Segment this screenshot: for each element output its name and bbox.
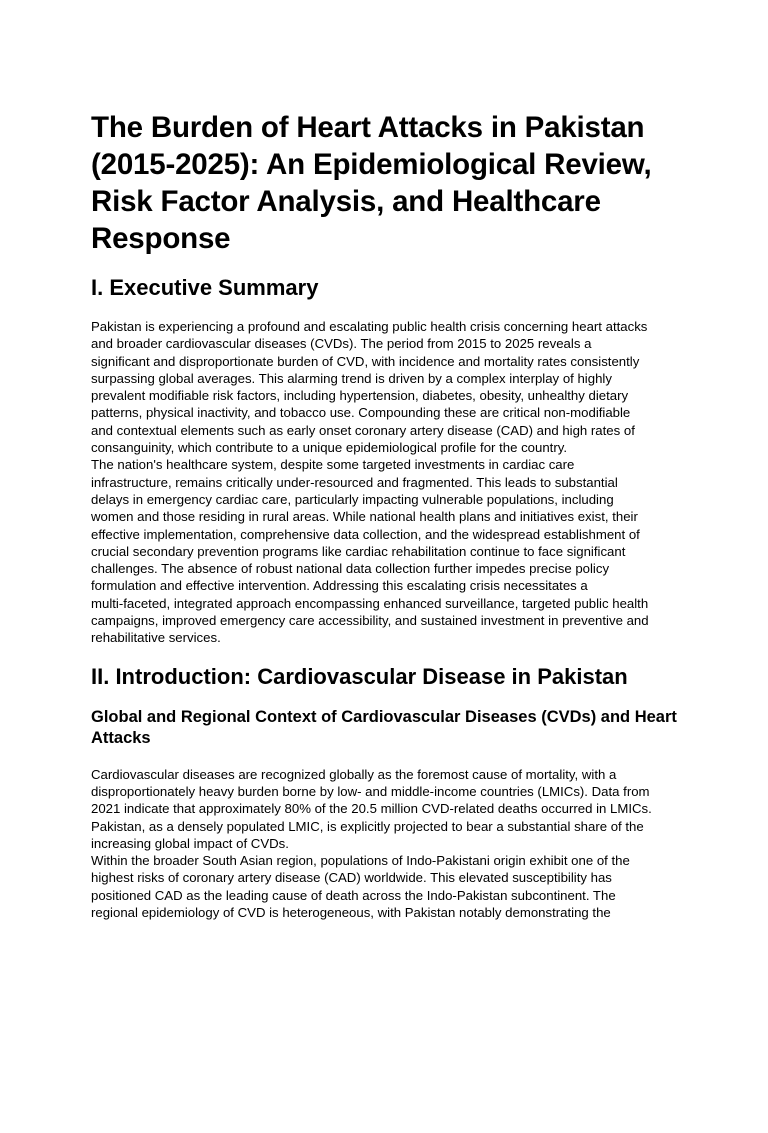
text-line: Within the broader South Asian region, populations of Indo-Pakistani origin exhibit one of the xyxy=(91,853,630,869)
text-line: significant and disproportionate burden of CVD, with incidence and mortality rates consistently xyxy=(91,353,640,369)
text-line: 2021 indicate that approximately 80% of the 20.5 million CVD-related deaths occurred in LMICs. xyxy=(91,801,652,817)
text-line: The nation's healthcare system, despite some targeted investments in cardiac care xyxy=(91,457,575,473)
introduction-subheading: Global and Regional Context of Cardiovascular Diseases (CVDs) and Heart Attacks xyxy=(91,707,677,747)
text-line: women and those residing in rural areas. While national health plans and initiatives exist, their xyxy=(91,509,638,525)
text-line: and broader cardiovascular diseases (CVDs). The period from 2015 to 2025 reveals a xyxy=(91,336,592,352)
text-line: consanguinity, which contribute to a unique epidemiological profile for the country. xyxy=(91,440,568,456)
introduction-heading: II. Introduction: Cardiovascular Disease in Pakistan xyxy=(91,663,628,689)
executive-summary-paragraph-1 xyxy=(91,318,678,456)
text-line: and contextual elements such as early onset coronary artery disease (CAD) and high rates of xyxy=(91,422,635,438)
text-line: surpassing global averages. This alarming trend is driven by a complex interplay of highly xyxy=(91,370,612,386)
text-line: effective implementation, comprehensive data collection, and the widespread establishment of xyxy=(91,526,640,542)
text-line: regional epidemiology of CVD is heterogeneous, with Pakistan notably demonstrating the xyxy=(91,905,611,921)
text-line: crucial secondary prevention programs like cardiac rehabilitation continue to face significant xyxy=(91,543,626,559)
text-line: Pakistan, as a densely populated LMIC, is explicitly projected to bear a substantial share of the xyxy=(91,818,644,834)
text-line: increasing global impact of CVDs. xyxy=(91,835,289,851)
text-line: highest risks of coronary artery disease (CAD) worldwide. This elevated susceptibility has xyxy=(91,870,612,886)
text-line: multi-faceted, integrated approach encompassing enhanced surveillance, targeted public health xyxy=(91,595,649,611)
text-line: rehabilitative services. xyxy=(91,630,221,646)
executive-summary-heading: I. Executive Summary xyxy=(91,275,319,300)
text-line: campaigns, improved emergency care accessibility, and sustained investment in preventive and xyxy=(91,613,649,629)
text-line: delays in emergency cardiac care, particularly impacting vulnerable populations, including xyxy=(91,491,614,507)
document-page xyxy=(0,109,768,1133)
text-line: formulation and effective intervention. Addressing this escalating crisis necessitates a xyxy=(91,578,588,594)
text-line: positioned CAD as the leading cause of death across the Indo-Pakistan subcontinent. The xyxy=(91,887,616,903)
text-line: challenges. The absence of robust national data collection further impedes precise policy xyxy=(91,561,610,577)
executive-summary-paragraph-2 xyxy=(91,456,678,646)
text-line: Cardiovascular diseases are recognized globally as the foremost cause of mortality, with a xyxy=(91,766,617,782)
text-line: prevalent modifiable risk factors, including hypertension, diabetes, obesity, unhealthy dietary xyxy=(91,388,629,404)
document-title: The Burden of Heart Attacks in Pakistan (2015-2025): An Epidemiological Review, Risk Factor Analysis, and Healthcare Response xyxy=(91,111,652,255)
text-line: patterns, physical inactivity, and tobacco use. Compounding these are critical non-modifiable xyxy=(91,405,631,421)
introduction-paragraph-2 xyxy=(91,852,678,921)
introduction-paragraph-1 xyxy=(91,766,678,852)
text-line: Pakistan is experiencing a profound and escalating public health crisis concerning heart attacks xyxy=(91,319,648,334)
text-line: infrastructure, remains critically under-resourced and fragmented. This leads to substantial xyxy=(91,474,618,490)
text-line: disproportionately heavy burden borne by low- and middle-income countries (LMICs). Data from xyxy=(91,783,650,799)
